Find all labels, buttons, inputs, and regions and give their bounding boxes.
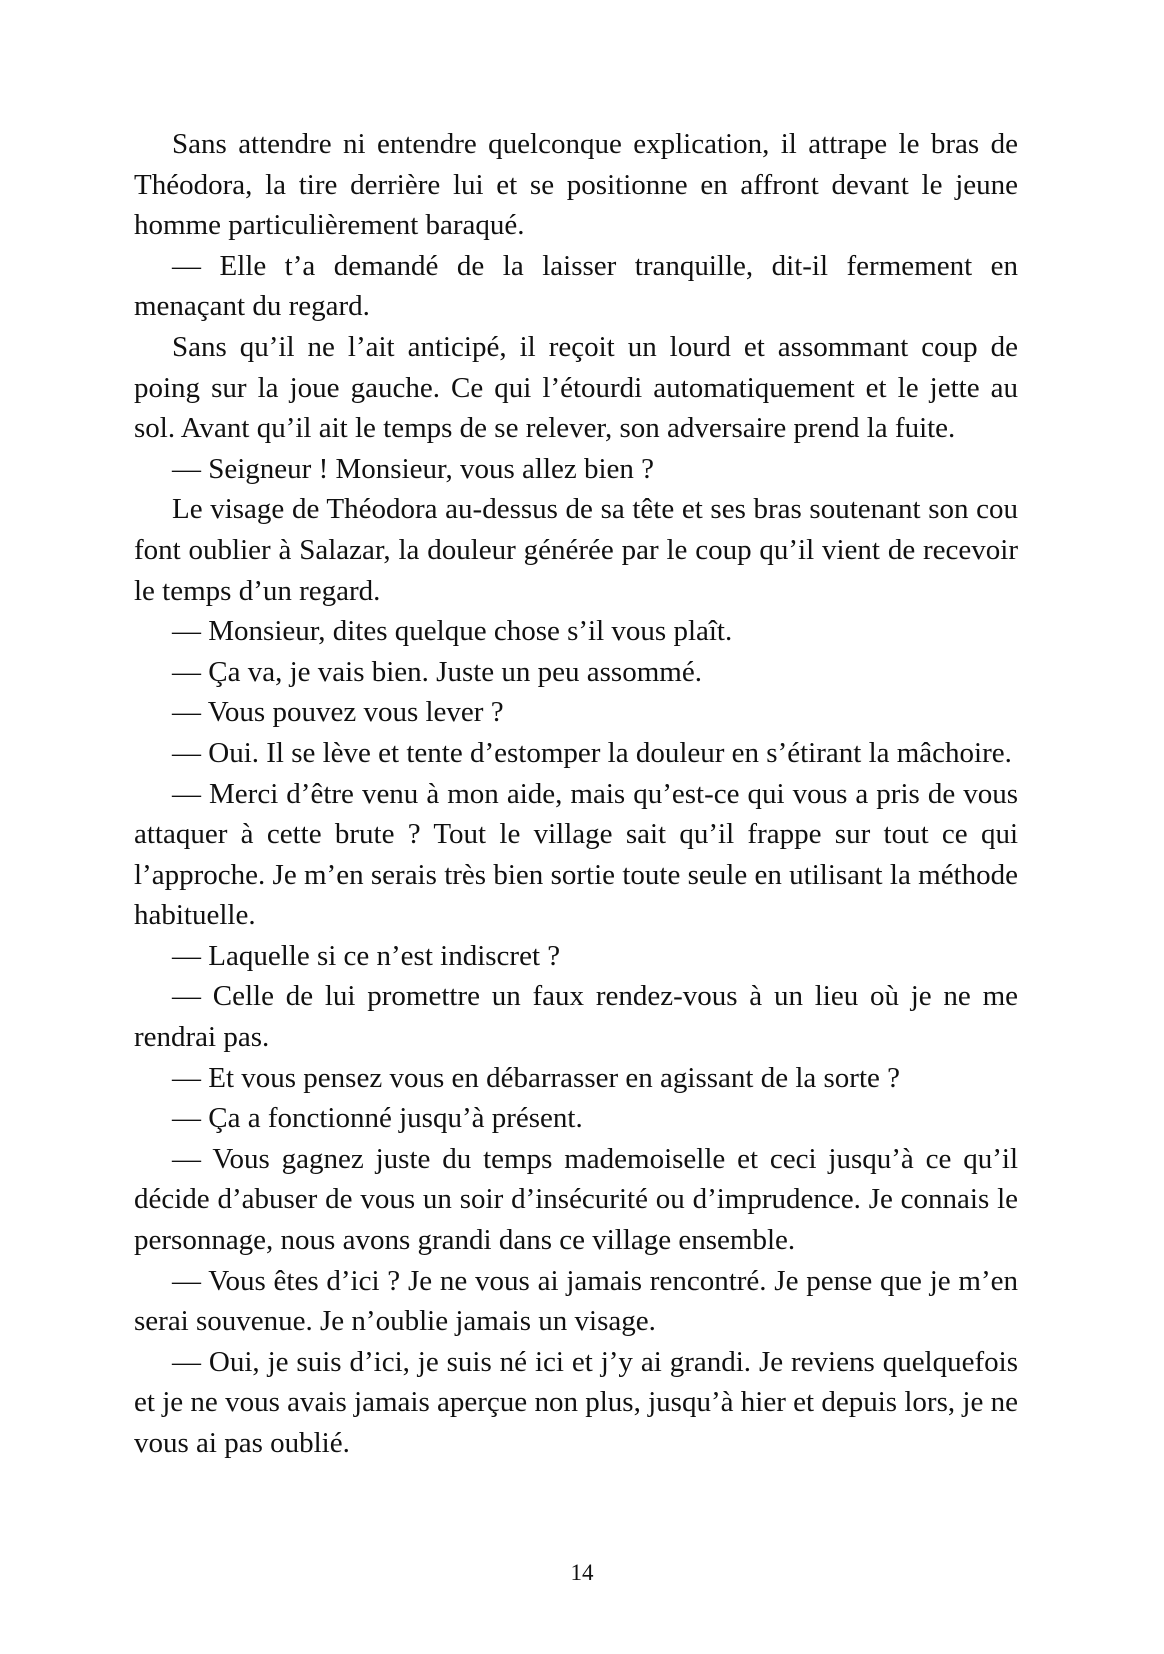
- page-number: 14: [570, 1560, 594, 1585]
- dialogue-paragraph: — Ça va, je vais bien. Juste un peu assommé.: [172, 655, 702, 688]
- dialogue-paragraph: — Celle de lui promettre un faux rendez-vous à un lieu où je ne me rendrai pas.: [134, 980, 1018, 1054]
- dialogue-paragraph: — Seigneur ! Monsieur, vous allez bien ?: [172, 452, 655, 485]
- dialogue-paragraph: — Vous êtes d’ici ? Je ne vous ai jamais rencontré. Je pense que je m’en serai souvenue. Je n’oublie jamais un visage.: [134, 1264, 1018, 1338]
- paragraph: Sans attendre ni entendre quelconque explication, il attrape le bras de Théodora, la tire derrière lui et se positionne en affront devant le jeune homme particulièrement baraqué.: [134, 128, 1018, 242]
- dialogue-paragraph: — Ça a fonctionné jusqu’à présent.: [172, 1102, 583, 1135]
- dialogue-paragraph: — Monsieur, dites quelque chose s’il vous plaît.: [172, 615, 733, 648]
- dialogue-paragraph: — Laquelle si ce n’est indiscret ?: [172, 939, 561, 972]
- paragraph: Sans qu’il ne l’ait anticipé, il reçoit un lourd et assommant coup de poing sur la joue gauche. Ce qui l’étourdi automatiquement et le jette au sol. Avant qu’il ait le temps de se relever, son adversaire prend la fuite.: [134, 330, 1018, 445]
- dialogue-paragraph: — Vous pouvez vous lever ?: [172, 696, 504, 729]
- dialogue-paragraph: — Merci d’être venu à mon aide, mais qu’est-ce qui vous a pris de vous attaquer à cette brute ? Tout le village sait qu’il frappe sur tout ce qui l’approche. Je m’en serais très bien sortie toute seule en utilisant la méthode habituelle.: [134, 777, 1018, 932]
- dialogue-paragraph: — Vous gagnez juste du temps mademoiselle et ceci jusqu’à ce qu’il décide d’abuser de vous un soir d’insécurité ou d’imprudence. Je connais le personnage, nous avons grandi dans ce village ensemble.: [134, 1142, 1018, 1257]
- paragraph: Le visage de Théodora au-dessus de sa tête et ses bras soutenant son cou font oublier à Salazar, la douleur générée par le coup qu’il vient de recevoir le temps d’un regard.: [134, 493, 1018, 607]
- dialogue-paragraph: — Oui, je suis d’ici, je suis né ici et j’y ai grandi. Je reviens quelquefois et je ne vous avais jamais aperçue non plus, jusqu’à hier et depuis lors, je ne vous ai pas oublié.: [134, 1345, 1018, 1459]
- dialogue-paragraph: — Elle t’a demandé de la laisser tranquille, dit-il fermement en menaçant du regard.: [134, 249, 1018, 323]
- dialogue-paragraph: — Oui. Il se lève et tente d’estomper la douleur en s’étirant la mâchoire.: [172, 736, 1012, 769]
- page-body: [134, 124, 1018, 1464]
- dialogue-paragraph: — Et vous pensez vous en débarrasser en agissant de la sorte ?: [172, 1061, 900, 1094]
